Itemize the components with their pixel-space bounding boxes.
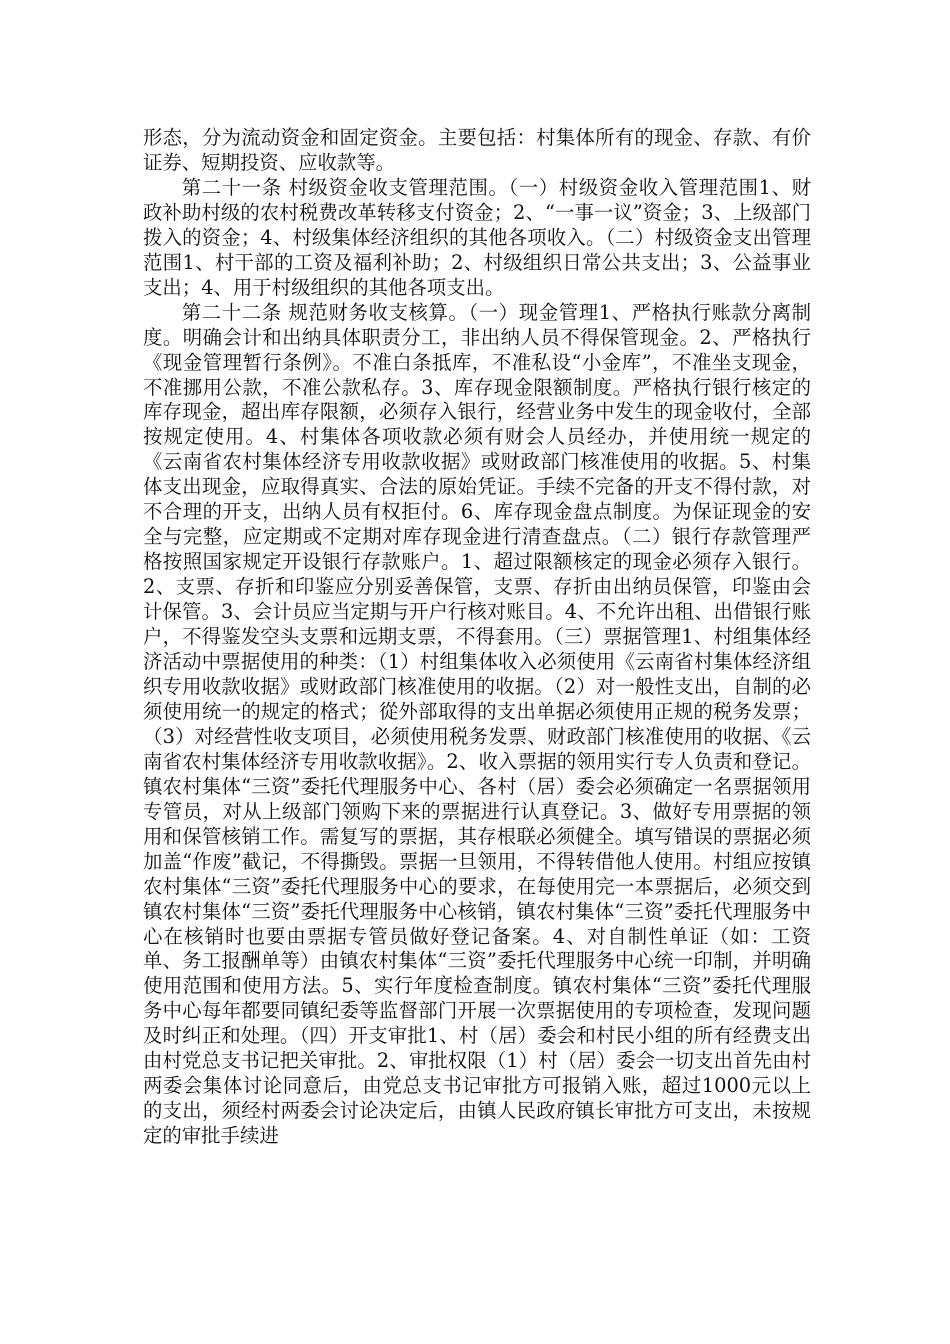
paragraph-article-22: 第二十二条 规范财务收支核算。（一）现金管理1、严格执行账款分离制度。明确会计和出纳具体职责分工，非出纳人员不得保管现金。2、严格执行《现金管理暂行条例》。不准白条抵库，不准私设“小金库”，不准坐支现金，不准挪用公款，不准公款私存。3、库存现金限额制度。严格执行银行核定的库存现金，超出库存限额，必须存入银行，经营业务中发生的现金收付，全部按规定使用。4、村集体各项收款必须有财会人员经办，并使用统一规定的《云南省农村集体经济专用收款收据》或财政部门核准使用的收据。5、村集体支出现金，应取得真实、合法的原始凭证。手续不完备的开支不得付款，对不合理的开支，出纳人员有权拒付。6、库存现金盘点制度。为保证现金的安全与完整，应定期或不定期对库存现金进行清查盘点。（二）银行存款管理严格按照国家规定开设银行存款账户。1、超过限额核定的现金必须存入银行。2、支票、存折和印鉴应分别妥善保管，支票、存折由出纳员保管，印鉴由会计保管。3、会计员应当定期与开户行核对账目。4、不允许出租、出借银行账户，不得鉴发空头支票和远期支票，不得套用。（三）票据管理1、村组集体经济活动中票据使用的种类：（1）村组集体收入必须使用《云南省村集体经济组织专用收款收据》或财政部门核准使用的收据。（2）对一般性支出，自制的必须使用统一的规定的格式；從外部取得的支出单据必须使用正规的税务发票；（3）对经营性收支项目，必须使用税务发票、财政部门核准使用的收据、《云南省农村集体经济专用收款收据》。2、收入票据的领用实行专人负责和登记。镇农村集体“三资”委托代理服务中心、各村（居）委会必须确定一名票据领用专管员，对从上级部门领购下来的票据进行认真登记。3、做好专用票据的领用和保管核销工作。需复写的票据，其存根联必须健全。填写错误的票据必须加盖“作废”截记，不得撕毁。票据一旦领用，不得转借他人使用。村组应按镇农村集体“三资”委托代理服务中心的要求，在每使用完一本票据后，必须交到镇农村集体“三资”委托代理服务中心核销，镇农村集体“三资”委托代理服务中心在核销时也要由票据专管员做好登记备案。4、对自制性单证（如：工资单、务工报酬单等）由镇农村集体“三资”委托代理服务中心统一印制，并明确使用范围和使用方法。5、实行年度检查制度。镇农村集体“三资”委托代理服务中心每年都要同镇纪委等监督部门开展一次票据使用的专项检查，发现问题及时纠正和处理。（四）开支审批1、村（居）委会和村民小组的所有经费支出由村党总支书记把关审批。2、审批权限（1）村（居）委会一切支出首先由村两委会集体讨论同意后，由党总支书记审批方可报销入账，超过1000元以上的支出，须经村两委会讨论决定后，由镇人民政府镇长审批方可支出，未按规定的审批手续进 <box>143 300 811 1148</box>
paragraph-article-21: 第二十一条 村级资金收支管理范围。（一）村级资金收入管理范围1、财政补助村级的农村税费改革转移支付资金；2、“一事一议”资金；3、上级部门拨入的资金；4、村级集体经济组织的其他各项收入。（二）村级资金支出管理范围1、村干部的工资及福利补助；2、村级组织日常公共支出；3、公益事业支出；4、用于村级组织的其他各项支出。 <box>143 175 811 299</box>
document-body <box>143 126 811 1149</box>
paragraph-continuation: 形态，分为流动资金和固定资金。主要包括：村集体所有的现金、存款、有价证券、短期投资、应收款等。 <box>143 126 811 174</box>
